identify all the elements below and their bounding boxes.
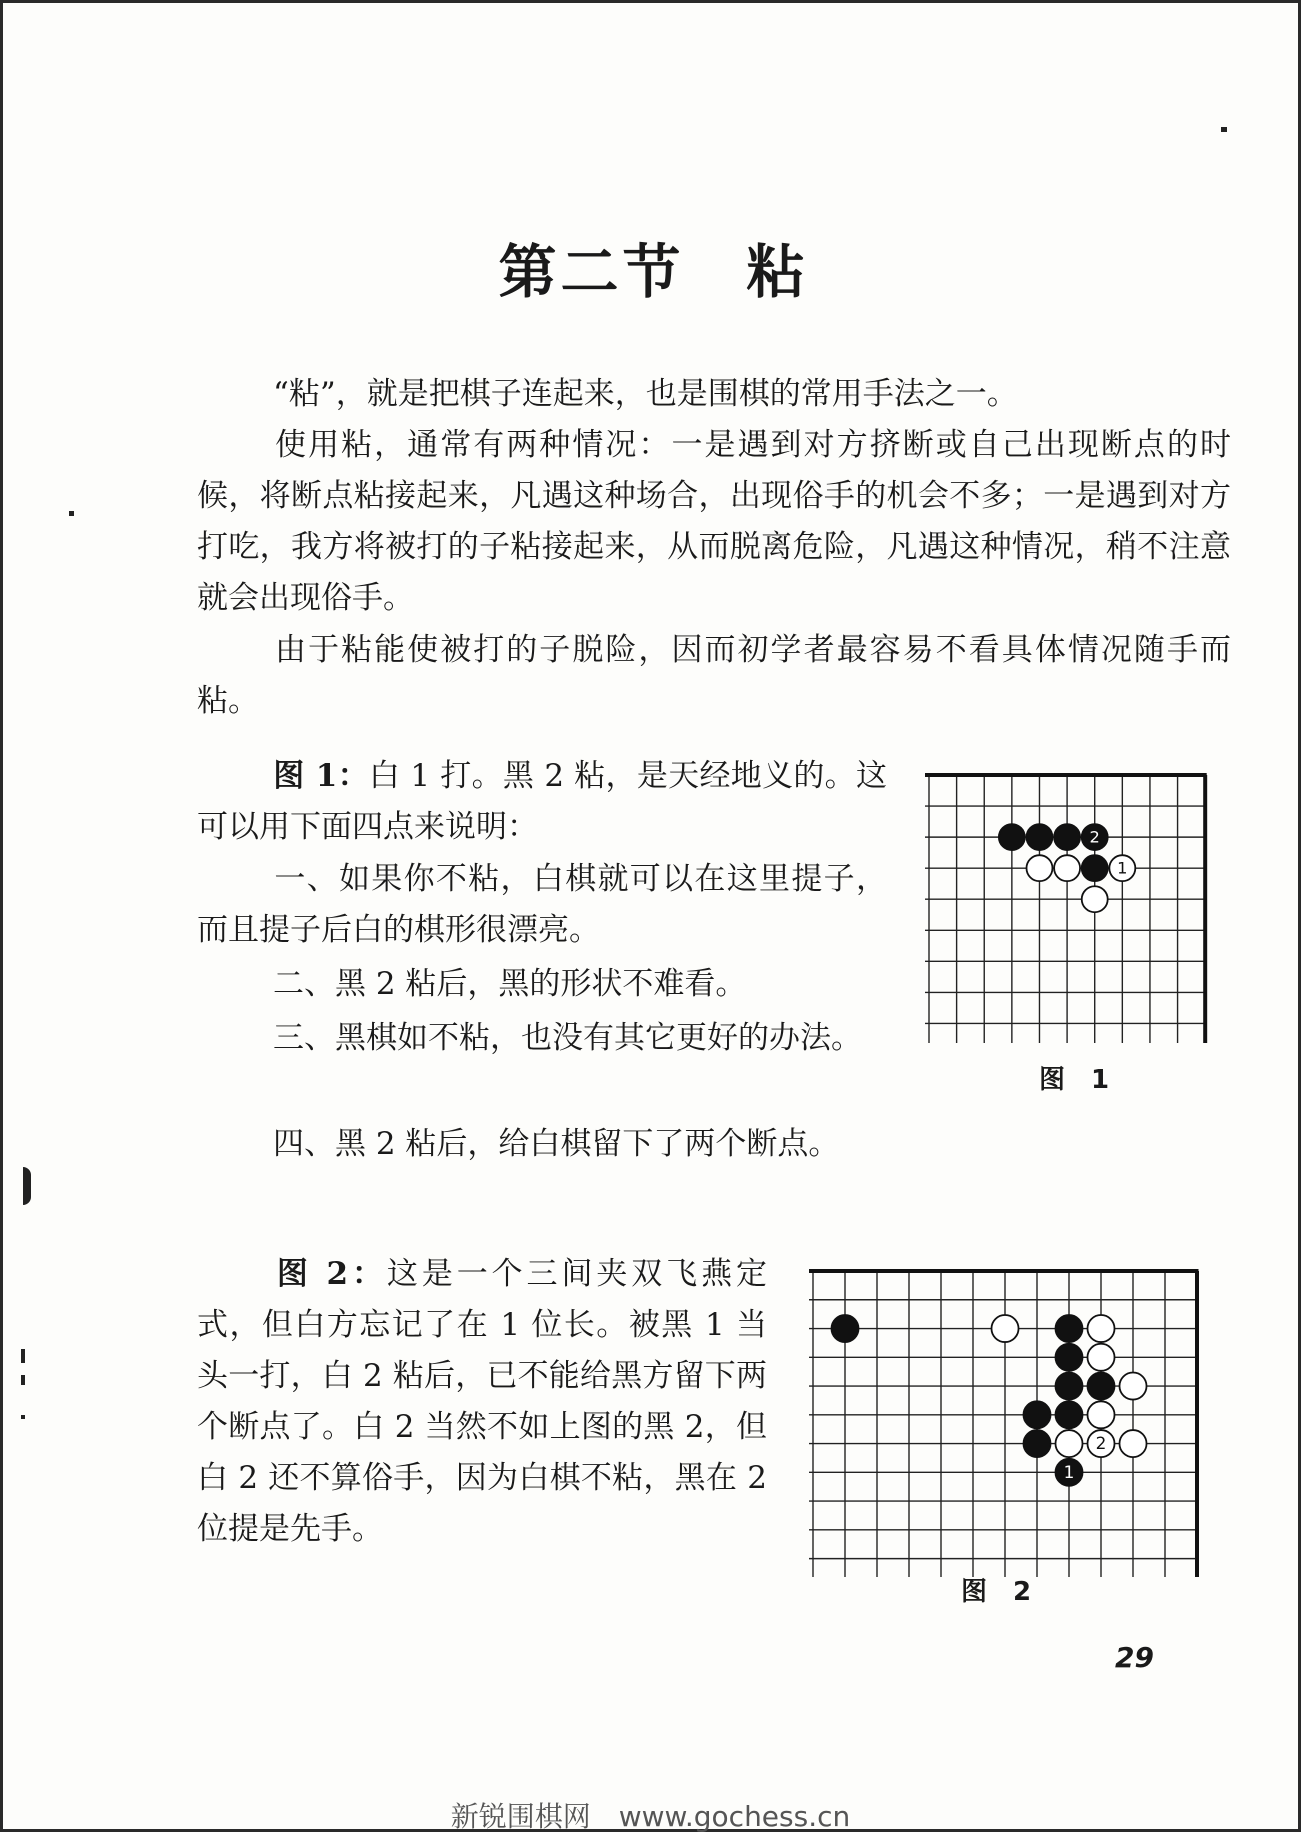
board2-black-stone	[1023, 1401, 1050, 1428]
scan-speck	[1221, 127, 1227, 132]
site-watermark: 新锐围棋网 www.gochess.cn	[450, 1800, 851, 1833]
go-board-figure-1	[923, 769, 1225, 1045]
figure1-lead: 图 1：	[273, 758, 369, 794]
board2-black-stone	[1087, 1373, 1114, 1400]
paragraph-2-text: 使用粘，通常有两种情况：一是遇到对方挤断或自己出现断点的时候，将断点粘接起来，凡遇这种场合，出现俗手的机会不多；一是遇到对方打吃，我方将被打的子粘接起来，从而脱离危险，凡遇这种情况，稍不注意就会出现俗手。	[197, 427, 1231, 616]
figure1-point-3-text: 三、黑棋如不粘，也没有其它更好的办法。	[273, 1020, 862, 1056]
board2-black-stone	[831, 1315, 858, 1342]
board2-white-stone	[1087, 1344, 1114, 1371]
board1-stone-label: 2	[1089, 827, 1100, 847]
go-board-figure-2	[807, 1265, 1219, 1579]
figure2-caption: 图 2	[961, 1577, 1032, 1607]
board2-white-stone	[1119, 1430, 1146, 1457]
section-title: 第二节 粘	[498, 238, 809, 306]
board1-black-stone	[1026, 824, 1052, 850]
page-number: 29	[1115, 1641, 1154, 1674]
board2-black-stone	[1055, 1401, 1082, 1428]
board2-white-stone	[1087, 1401, 1114, 1428]
scan-speck	[69, 511, 74, 516]
board1-grid	[925, 775, 1207, 1043]
figure2-text	[197, 1249, 767, 1555]
board2-black-stone	[1055, 1373, 1082, 1400]
board2-stone-label: 2	[1095, 1433, 1107, 1454]
figure1-intro-text: 白 1 打。黑 2 粘，是天经地义的。这可以用下面四点来说明：	[197, 758, 887, 845]
figure2-lead: 图 2：	[273, 1256, 387, 1292]
figure1-point-4-text: 四、黑 2 粘后，给白棋留下了两个断点。	[273, 1126, 840, 1162]
figure1-intro	[197, 751, 887, 853]
paragraph-3	[197, 625, 1231, 727]
board1-stone-label: 1	[1117, 858, 1128, 878]
paragraph-1	[197, 369, 1231, 420]
board1-white-stone	[1026, 855, 1052, 881]
scan-speck	[21, 1375, 25, 1385]
board1-black-stone	[999, 824, 1025, 850]
board2-black-stone	[1055, 1344, 1082, 1371]
figure1-caption: 图 1	[1039, 1065, 1110, 1095]
paragraph-3-text: 由于粘能使被打的子脱险，因而初学者最容易不看具体情况随手而粘。	[197, 632, 1231, 719]
figure2-body: 这是一个三间夹双飞燕定式，但白方忘记了在 1 位长。被黑 1 当头一打，白 2 粘后，已不能给黑方留下两个断点了。白 2 当然不如上图的黑 2，但白 2 还不算俗手，因为白棋不粘，黑在 2 位提是先手。	[197, 1256, 767, 1547]
board1-white-stone	[1054, 855, 1080, 881]
board2-white-stone	[1055, 1430, 1082, 1457]
scan-speck	[21, 1415, 25, 1419]
board2-white-stone	[1119, 1373, 1146, 1400]
board2-black-stone	[1055, 1315, 1082, 1342]
scan-speck	[21, 1349, 25, 1363]
board2-white-stone	[991, 1315, 1018, 1342]
board2-black-stone	[1023, 1430, 1050, 1457]
figure1-point-3	[197, 1013, 887, 1064]
scan-edge-mark	[23, 1167, 31, 1205]
paragraph-2	[197, 420, 1231, 624]
board2-white-stone	[1087, 1315, 1114, 1342]
figure1-point-4	[197, 1119, 887, 1170]
figure1-point-1-text: 一、如果你不粘，白棋就可以在这里提子，而且提子后白的棋形很漂亮。	[197, 861, 887, 948]
figure1-point-1	[197, 854, 887, 956]
figure1-point-2	[197, 959, 887, 1010]
board2-stone-label: 1	[1063, 1462, 1075, 1483]
board1-white-stone	[1082, 886, 1108, 912]
figure1-point-2-text: 二、黑 2 粘后，黑的形状不难看。	[273, 966, 747, 1002]
board1-black-stone	[1054, 824, 1080, 850]
paragraph-1-text: “粘”，就是把棋子连起来，也是围棋的常用手法之一。	[273, 376, 1018, 412]
board1-black-stone	[1082, 855, 1108, 881]
